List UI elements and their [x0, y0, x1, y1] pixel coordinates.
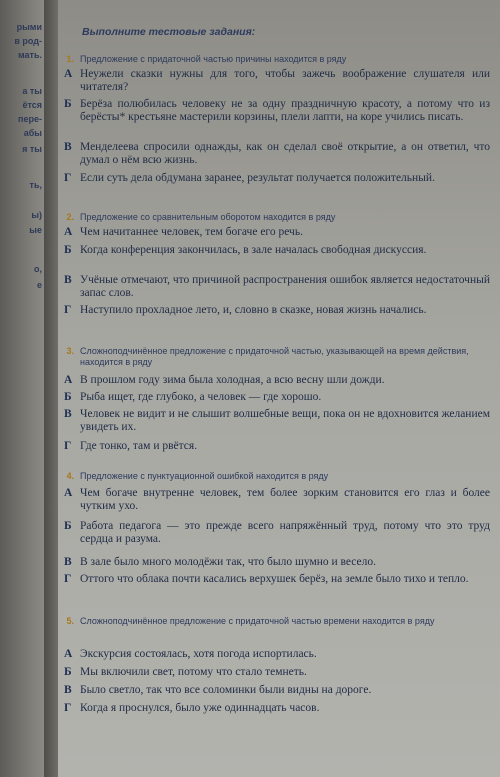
page-heading: Выполните тестовые задания: — [82, 26, 256, 38]
option-letter: Г — [64, 172, 72, 184]
option-letter: В — [64, 684, 72, 696]
question-number: 4. — [66, 471, 74, 481]
question-prompt: Сложноподчинённое предложение с придаточной частью, указывающей на время действия, находится в ряду — [80, 346, 469, 367]
option-text: Когда я проснулся, было уже одиннадцать часов. — [80, 702, 320, 714]
left-margin-text: ётся — [22, 100, 42, 110]
option-text: Человек не видит и не слышит волшебные вещи, пока он не вдохновится желанием увидеть их. — [80, 408, 490, 433]
option-text: Неужели сказки нужны для того, чтобы зажечь воображение слушателя или читателя? — [80, 68, 490, 93]
question-number: 3. — [66, 346, 74, 356]
option-letter: Г — [64, 304, 72, 316]
option-letter: А — [64, 68, 73, 80]
question-number: 5. — [66, 616, 74, 626]
left-margin-text: рыми — [16, 22, 42, 32]
option-letter: Б — [64, 244, 72, 256]
option-text: В зале было много молодёжи так, что было шумно и весело. — [80, 556, 376, 568]
left-margin-text: е — [36, 280, 42, 290]
left-margin-text: мать. — [18, 50, 42, 60]
left-margin-text: в род- — [14, 36, 42, 46]
option-text: Работа педагога — это прежде всего напряжённый труд, потому что это труд сердца и разума. — [80, 520, 490, 545]
left-page-edge — [0, 0, 44, 777]
left-margin-text: абы — [23, 128, 42, 138]
option-letter: А — [64, 487, 73, 499]
option-letter: В — [64, 141, 72, 153]
option-letter: Г — [64, 440, 72, 452]
option-text: Где тонко, там и рвётся. — [80, 440, 198, 452]
option-text: Мы включили свет, потому что стало темнеть. — [80, 666, 307, 678]
question-prompt: Предложение с придаточной частью причины находится в ряду — [80, 54, 347, 64]
option-letter: А — [64, 374, 73, 386]
option-text: Учёные отмечают, что причиной распространения ошибок является недостаточный запас слов. — [80, 274, 490, 299]
left-margin-text: ые — [29, 225, 42, 235]
option-text: Было светло, так что все соломинки были видны на дороге. — [80, 684, 372, 696]
option-letter: В — [64, 408, 72, 420]
left-margin-text: а ты — [22, 86, 42, 96]
option-text: Наступило прохладное лето, и, словно в сказке, новая жизнь начались. — [80, 304, 427, 316]
question-prompt: Сложноподчинённое предложение с придаточной частью времени находится в ряду — [80, 616, 435, 626]
option-letter: Г — [64, 702, 72, 714]
question-number: 2. — [66, 212, 74, 222]
left-margin-text: ы) — [31, 210, 42, 220]
left-margin-text: о, — [34, 264, 42, 274]
option-letter: Б — [64, 98, 72, 110]
option-letter: В — [64, 556, 72, 568]
option-text: Экскурсия состоялась, хотя погода испортилась. — [80, 648, 317, 660]
option-letter: Б — [64, 391, 72, 403]
left-margin-text: я ты — [22, 144, 42, 154]
option-text: Рыба ищет, где глубоко, а человек — где хорошо. — [80, 391, 322, 403]
option-letter: Б — [64, 666, 72, 678]
option-letter: Б — [64, 520, 72, 532]
option-text: В прошлом году зима была холодная, а всю весну шли дожди. — [80, 374, 385, 386]
left-margin-text: ть, — [29, 180, 42, 190]
option-text: Чем начитаннее человек, тем богаче его речь. — [80, 226, 303, 238]
option-letter: А — [64, 226, 73, 238]
option-text: Берёза полюбилась человеку не за одну праздничную красоту, а потому что из берёсты* крестьяне мастерили корзины, плели лапти, на коре учились писать. — [80, 98, 490, 123]
option-text: Когда конференция закончилась, в зале началась свободная дискуссия. — [80, 244, 427, 256]
question-prompt: Предложение с пунктуационной ошибкой находится в ряду — [80, 471, 329, 481]
option-text: Менделеева спросили однажды, как он сделал своё открытие, а он ответил, что думал о нём всю жизнь. — [80, 141, 490, 166]
option-text: Если суть дела обдумана заранее, результат получается положительный. — [80, 172, 435, 184]
question-prompt: Предложение со сравнительным оборотом находится в ряду — [80, 212, 336, 222]
option-letter: А — [64, 648, 73, 660]
option-text: Чем богаче внутренне человек, тем более зорким становится его глаз и более чутким ухо. — [80, 487, 490, 512]
question-number: 1. — [66, 54, 74, 64]
option-letter: Г — [64, 573, 72, 585]
option-text: Оттого что облака почти касались верхушек берёз, на земле было тихо и тепло. — [80, 573, 469, 585]
textbook-page — [56, 0, 500, 777]
option-letter: В — [64, 274, 72, 286]
left-margin-text: пере- — [18, 114, 42, 124]
